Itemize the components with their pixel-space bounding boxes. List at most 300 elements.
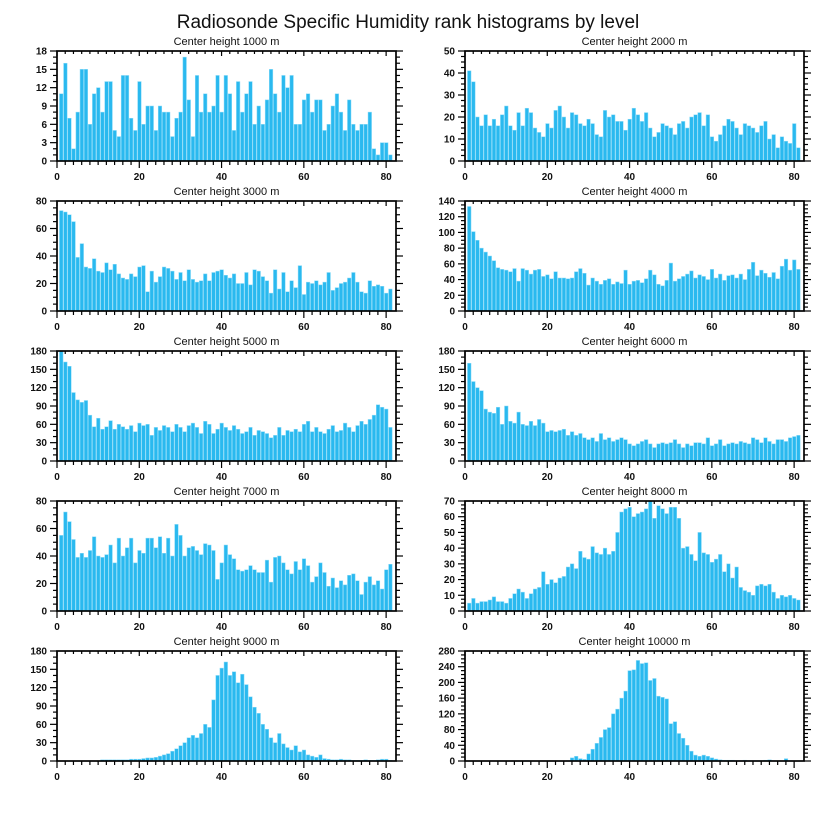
bar: [273, 743, 277, 761]
bar: [797, 435, 801, 461]
x-tick-label: 20: [541, 172, 553, 183]
bar: [154, 548, 158, 611]
bar: [171, 556, 175, 611]
x-tick-label: 60: [298, 472, 310, 483]
bar: [134, 277, 138, 311]
bar: [533, 270, 537, 311]
bar: [661, 124, 665, 161]
bar: [154, 282, 158, 311]
bar: [681, 548, 685, 611]
y-tick-label: 0: [449, 156, 455, 168]
y-tick-label: 30: [443, 438, 455, 450]
bar: [673, 722, 677, 761]
bar: [117, 424, 121, 461]
bar: [751, 262, 755, 311]
bar: [80, 553, 84, 611]
bar: [208, 545, 212, 611]
x-tick-label: 80: [788, 472, 800, 483]
bar: [134, 563, 138, 611]
bar: [570, 432, 574, 461]
bar: [195, 551, 199, 612]
histogram-bars: [59, 211, 392, 311]
bar: [380, 143, 384, 161]
bar: [166, 112, 170, 161]
y-tick-label: 160: [438, 693, 455, 705]
bar: [76, 400, 80, 461]
bar: [751, 128, 755, 161]
bar: [562, 278, 566, 311]
bar: [616, 121, 620, 161]
bar: [364, 582, 368, 611]
bar: [500, 269, 504, 311]
y-tick-label: 20: [35, 279, 47, 290]
bar: [574, 115, 578, 161]
bar: [747, 592, 751, 611]
bar: [591, 438, 595, 461]
bar: [105, 427, 109, 461]
bar: [755, 276, 759, 311]
bar: [644, 663, 648, 761]
bar: [669, 507, 673, 611]
bar: [537, 419, 541, 461]
x-tick-label: 80: [788, 772, 800, 783]
bar: [591, 124, 595, 161]
bar: [171, 271, 175, 311]
bar: [306, 755, 310, 761]
bar: [269, 293, 273, 311]
bar: [286, 292, 290, 311]
bar: [644, 113, 648, 161]
bar: [150, 271, 154, 311]
bar: [240, 434, 244, 462]
bar: [690, 751, 694, 761]
y-tick-label: 6: [41, 119, 47, 131]
bar: [673, 135, 677, 161]
bar: [179, 112, 183, 161]
bar: [780, 266, 784, 311]
bar: [236, 570, 240, 611]
bar: [595, 743, 599, 761]
bar: [669, 443, 673, 461]
bar: [166, 538, 170, 611]
bar: [331, 106, 335, 161]
bar: [566, 435, 570, 461]
bar: [616, 532, 620, 611]
bar: [146, 292, 150, 311]
bar: [191, 735, 195, 761]
bar: [640, 283, 644, 311]
bar: [492, 119, 496, 161]
y-tick-label: 180: [30, 346, 47, 358]
bar: [694, 443, 698, 461]
bar: [142, 426, 146, 461]
x-tick-label: 20: [541, 622, 553, 633]
bar: [179, 535, 183, 611]
histogram-bars: [59, 57, 392, 161]
bar: [686, 444, 690, 461]
x-tick-label: 80: [380, 322, 392, 333]
x-tick-label: 40: [624, 172, 636, 183]
bar: [372, 415, 376, 461]
figure-title: Radiosonde Specific Humidity rank histograms by level: [176, 12, 640, 33]
bar: [302, 424, 306, 461]
bar: [187, 548, 191, 611]
bar: [727, 564, 731, 611]
bar: [768, 441, 772, 461]
bar: [306, 282, 310, 311]
bar: [199, 281, 203, 311]
bar: [310, 582, 314, 611]
bar: [665, 126, 669, 161]
bar: [603, 730, 607, 761]
panel-title: Center height 10000 m: [578, 636, 691, 648]
bar: [665, 514, 669, 611]
bar: [306, 94, 310, 161]
bar: [199, 112, 203, 161]
bar: [743, 280, 747, 311]
bar: [101, 273, 105, 312]
bar: [500, 115, 504, 161]
panel-title: Center height 7000 m: [173, 486, 280, 498]
bar: [347, 427, 351, 461]
bar: [364, 293, 368, 311]
bar: [261, 124, 265, 161]
bar: [158, 106, 162, 161]
bar: [632, 281, 636, 311]
bar: [101, 557, 105, 611]
bar: [702, 444, 706, 461]
y-tick-label: 20: [443, 112, 455, 124]
bar: [265, 281, 269, 311]
bar: [265, 100, 269, 161]
bar: [302, 750, 306, 761]
bar: [121, 75, 125, 161]
bar: [591, 278, 595, 311]
y-tick-label: 30: [35, 738, 47, 750]
bar: [488, 600, 492, 611]
bar: [117, 137, 121, 161]
bar: [146, 424, 150, 461]
bar: [562, 576, 566, 611]
x-tick-label: 60: [706, 322, 718, 333]
bar: [261, 277, 265, 311]
bar: [776, 279, 780, 311]
bar: [607, 438, 611, 461]
bar: [760, 443, 764, 461]
bar: [88, 415, 92, 461]
bar: [686, 547, 690, 611]
bar: [343, 423, 347, 461]
bar: [686, 274, 690, 311]
bar: [101, 429, 105, 461]
bar: [335, 288, 339, 311]
bar: [677, 444, 681, 461]
bar: [505, 603, 509, 611]
bar: [690, 446, 694, 461]
bar: [611, 115, 615, 161]
bar: [657, 132, 661, 161]
bar: [302, 295, 306, 312]
bar: [599, 284, 603, 311]
bar: [517, 589, 521, 611]
bar: [694, 115, 698, 161]
bar: [661, 286, 665, 311]
bar: [587, 440, 591, 461]
bar: [389, 155, 393, 161]
bar: [380, 407, 384, 461]
bar: [97, 556, 101, 611]
x-tick-label: 80: [788, 622, 800, 633]
bar: [249, 285, 253, 311]
bar: [212, 106, 216, 161]
bar: [121, 427, 125, 461]
bar: [542, 423, 546, 461]
bar: [727, 119, 731, 161]
bar: [542, 276, 546, 311]
bar: [109, 545, 113, 611]
bar: [240, 112, 244, 161]
bar: [640, 664, 644, 761]
bar: [743, 591, 747, 611]
bar: [384, 293, 388, 311]
bar: [290, 281, 294, 311]
bar: [249, 566, 253, 611]
histogram-bars: [467, 71, 800, 161]
bar: [171, 751, 175, 761]
bar: [376, 155, 380, 161]
bar: [677, 518, 681, 611]
bar: [788, 595, 792, 611]
bar: [702, 126, 706, 161]
bar: [129, 274, 133, 311]
y-tick-label: 10: [443, 134, 455, 146]
bar: [616, 709, 620, 761]
y-tick-label: 60: [35, 524, 47, 535]
bar: [183, 743, 187, 761]
bar: [294, 429, 298, 461]
bar: [224, 275, 228, 311]
y-tick-label: 70: [443, 496, 455, 508]
y-tick-label: 0: [41, 306, 47, 318]
y-tick-label: 80: [443, 243, 455, 255]
bar: [517, 412, 521, 461]
y-tick-label: 3: [41, 138, 47, 150]
bar: [76, 257, 80, 311]
bar: [129, 538, 133, 611]
bar: [764, 273, 768, 311]
bar: [657, 284, 661, 311]
bar: [764, 586, 768, 611]
y-tick-label: 40: [35, 551, 47, 563]
bar: [88, 551, 92, 612]
bar: [138, 82, 142, 161]
bar: [797, 148, 801, 161]
bar: [492, 261, 496, 311]
bar: [661, 509, 665, 611]
bar: [607, 279, 611, 311]
bar: [624, 440, 628, 461]
bar: [607, 728, 611, 761]
bar: [467, 363, 471, 461]
x-tick-label: 60: [298, 622, 310, 633]
bar: [356, 426, 360, 461]
bar: [513, 423, 517, 461]
y-tick-label: 60: [35, 719, 47, 731]
bar: [702, 755, 706, 761]
x-tick-label: 80: [788, 322, 800, 333]
y-tick-label: 40: [443, 275, 455, 287]
bar: [690, 117, 694, 161]
y-tick-label: 30: [443, 90, 455, 102]
bar: [661, 697, 665, 761]
histogram-bars: [59, 512, 392, 611]
bar: [138, 423, 142, 461]
y-tick-label: 0: [41, 156, 47, 168]
bar: [97, 88, 101, 161]
bar: [554, 110, 558, 161]
bar: [339, 284, 343, 312]
bar: [380, 286, 384, 311]
bar: [665, 280, 669, 311]
bar: [257, 713, 261, 761]
bar: [484, 409, 488, 461]
bar: [125, 279, 129, 311]
bar: [158, 430, 162, 461]
bar: [282, 435, 286, 461]
bar: [347, 278, 351, 311]
bar: [554, 272, 558, 311]
x-tick-label: 20: [133, 322, 145, 333]
bar: [84, 557, 88, 611]
bar: [780, 137, 784, 161]
y-tick-label: 150: [438, 364, 455, 376]
bar: [166, 754, 170, 761]
y-tick-label: 20: [443, 575, 455, 587]
bar: [64, 63, 68, 161]
bar: [298, 752, 302, 761]
bar: [245, 685, 249, 761]
y-tick-label: 100: [438, 227, 455, 239]
bar: [509, 272, 513, 311]
bar: [282, 75, 286, 161]
bar: [368, 419, 372, 461]
bar: [525, 108, 529, 161]
bar: [335, 588, 339, 611]
bar: [653, 448, 657, 461]
bar: [302, 559, 306, 611]
bar: [496, 602, 500, 611]
histogram-panel-center-height-7000-m: [0, 486, 408, 636]
bar: [294, 746, 298, 761]
histogram-bars: [101, 662, 393, 761]
bar: [599, 737, 603, 761]
bar: [616, 282, 620, 311]
bar: [183, 281, 187, 311]
x-tick-label: 40: [624, 772, 636, 783]
y-tick-label: 200: [438, 677, 455, 689]
bar: [718, 440, 722, 461]
bar: [751, 595, 755, 611]
bar: [306, 566, 310, 611]
bar: [278, 734, 282, 762]
bar: [265, 729, 269, 761]
bar: [282, 273, 286, 312]
bar: [158, 537, 162, 611]
bar: [121, 278, 125, 311]
bar: [792, 124, 796, 161]
bar: [335, 432, 339, 461]
bar: [587, 285, 591, 311]
bar: [492, 413, 496, 461]
bar: [611, 551, 615, 611]
bar: [591, 749, 595, 761]
bar: [261, 573, 265, 612]
bar: [562, 117, 566, 161]
bar: [768, 139, 772, 161]
bar: [472, 232, 476, 311]
bar: [751, 438, 755, 461]
bar: [72, 149, 76, 161]
bar: [550, 279, 554, 311]
y-tick-label: 20: [443, 290, 455, 302]
x-tick-label: 0: [462, 622, 468, 633]
bar: [105, 263, 109, 311]
bar: [323, 282, 327, 311]
bar: [710, 446, 714, 461]
bar: [199, 434, 203, 462]
bar: [776, 598, 780, 611]
bar: [187, 100, 191, 161]
bar: [162, 112, 166, 161]
bar: [232, 426, 236, 461]
bar: [681, 121, 685, 161]
bar: [113, 130, 117, 161]
bar: [249, 82, 253, 161]
bar: [175, 524, 179, 611]
bar: [718, 135, 722, 161]
y-tick-label: 120: [438, 383, 455, 395]
bar: [175, 424, 179, 461]
bar: [310, 112, 314, 161]
bar: [125, 548, 129, 611]
bar: [546, 432, 550, 461]
bar: [550, 430, 554, 461]
bar: [735, 444, 739, 461]
bar: [706, 115, 710, 161]
bar: [228, 278, 232, 311]
bar: [278, 427, 282, 461]
bar: [714, 444, 718, 461]
bar: [537, 132, 541, 161]
bar: [179, 427, 183, 461]
bar: [294, 288, 298, 311]
bar: [191, 279, 195, 311]
bar: [294, 124, 298, 161]
histogram-bars: [525, 660, 792, 761]
bar: [714, 278, 718, 311]
bar: [723, 280, 727, 311]
bar: [166, 427, 170, 461]
bar: [125, 429, 129, 461]
bar: [620, 284, 624, 312]
bar: [661, 443, 665, 461]
bar: [286, 88, 290, 161]
bar: [607, 117, 611, 161]
bar: [698, 113, 702, 161]
bar: [150, 106, 154, 161]
bar: [171, 432, 175, 461]
x-tick-label: 0: [54, 622, 60, 633]
